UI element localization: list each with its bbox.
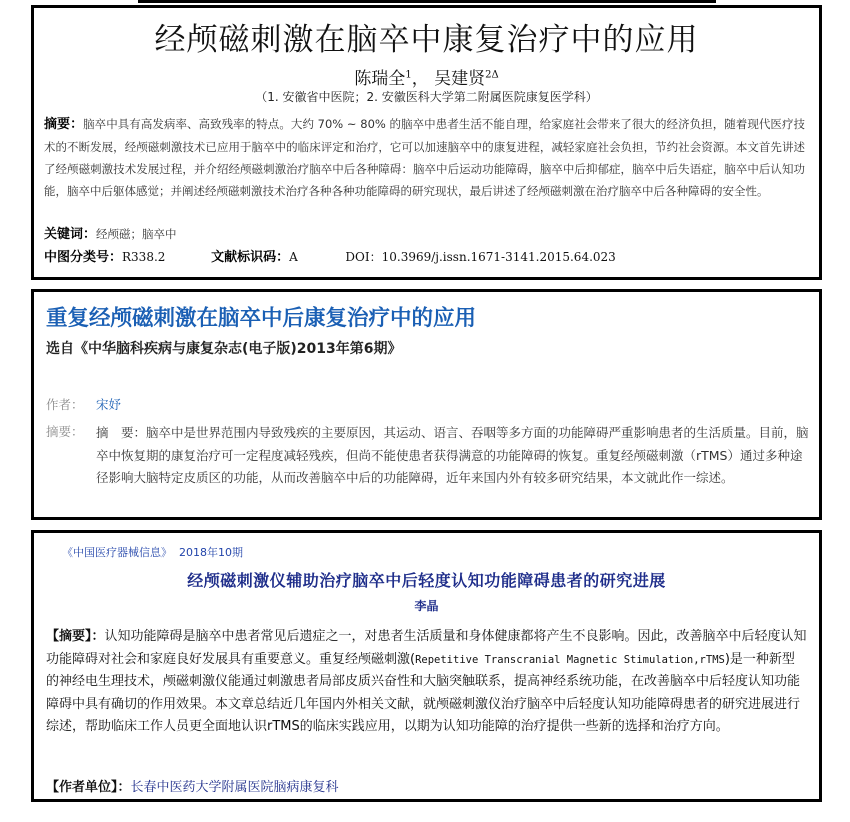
paper-title: 经颅磁刺激仪辅助治疗脑卒中后轻度认知功能障碍患者的研究进展 — [187, 571, 666, 590]
journal-name[interactable]: 《中国医疗器械信息》 — [62, 546, 172, 559]
abstract-label: 摘要： — [46, 424, 84, 439]
paper-source: 选自《中华脑科疾病与康复杂志(电子版)2013年第6期》 — [46, 341, 402, 357]
author-name: 陈瑞全 — [354, 69, 406, 89]
author-affiliation-mark: 1 — [405, 69, 412, 81]
doi-label: DOI： — [345, 250, 382, 264]
author-unit — [46, 776, 339, 795]
author-unit-value[interactable]: 长春中医药大学附属医院脑病康复科 — [130, 780, 339, 795]
paper-keywords — [44, 223, 177, 242]
keywords-text: 经颅磁；脑卒中 — [96, 227, 177, 241]
author-unit-label: 【作者单位】： — [46, 780, 131, 795]
doc-code-value: A — [289, 250, 298, 264]
paper-title-link[interactable]: 重复经颅磁刺激在脑卒中后康复治疗中的应用 — [46, 306, 477, 331]
paper-card-2 — [31, 289, 822, 520]
journal-issue[interactable]: 2018年10期 — [179, 546, 243, 559]
abstract-text: 摘 要：脑卒中是世界范围内导致残疾的主要原因，其运动、语言、吞咽等多方面的功能障碍严重影响患者的生活质量。目前，脑卒中恢复期的康复治疗可一定程度减轻残疾，但尚不能使患者获得满意的功能障碍的恢复。重复经颅磁刺激（rTMS）通过多种途径影响大脑特定皮质区的功能，从而改善脑卒中后的功能障碍，近年来国内外有较多研究结果，本文就此作一综述。 — [96, 425, 809, 485]
paper-abstract — [44, 113, 805, 202]
clc-label: 中图分类号： — [44, 250, 123, 265]
journal-source — [62, 544, 243, 560]
paper-title: 经颅磁刺激在脑卒中康复治疗中的应用 — [154, 22, 699, 58]
doc-code-label: 文献标识码： — [211, 250, 290, 265]
author-name: 吴建贤 — [434, 69, 486, 89]
author-label: 作者： — [46, 397, 84, 412]
abstract-label: 【摘要】： — [46, 629, 105, 644]
paper-card-3 — [31, 530, 822, 802]
doi-value: 10.3969/j.issn.1671-3141.2015.64.023 — [381, 250, 616, 264]
paper-authors: 陈瑞全$^1$， 吴建贤$^{2\Delta}$ — [354, 69, 499, 89]
paper-metadata — [44, 246, 616, 265]
top-divider-line — [138, 0, 716, 3]
keywords-label: 关键词： — [44, 227, 97, 242]
paper-abstract — [46, 626, 807, 739]
abstract-english-term: Repetitive Transcranial Magnetic Stimulation,rTMS — [415, 653, 725, 666]
abstract-label: 摘要： — [44, 117, 84, 132]
abstract-text-2: )是一种新型的神经电生理技术，颅磁刺激仪能通过刺激患者局部皮质兴奋性和大脑突触联系，提高神经系统功能，在改善脑卒中后轻度认知功能障碍中具有确切的作用效果。本文章总结近几年国内外相关文献，就颅磁刺激仪治疗脑卒中后轻度认知功能障碍患者的研究进展进行综述，帮助临床工作人员更全面地认识rTMS的临床实践应用，以期为认知功能障的治疗提供一些新的选择和治疗方向。 — [46, 651, 801, 734]
author-link[interactable]: 宋妤 — [96, 397, 122, 412]
abstract-text-1: 认知功能障碍是脑卒中患者常见后遗症之一，对患者生活质量和身体健康都将产生不良影响。因此，改善脑卒中后轻度认知功能障碍对社会和家庭良好发展具有重要意义。重复经颅磁刺激( — [46, 629, 807, 667]
clc-value: R338.2 — [122, 250, 166, 264]
abstract-text: 脑卒中具有高发病率、高致残率的特点。大约 70% ~ 80% 的脑卒中患者生活不能自理，给家庭社会带来了很大的经济负担，随着现代医疗技术的不断发展，经颅磁刺激技术已应用于脑卒中的临床评定和治疗，它可以加速脑卒中的康复进程，减轻家庭社会负担，节约社会资源。本文首先讲述了经颅磁刺激技术发展过程，并介绍经颅磁刺激治疗脑卒中后各种障碍：脑卒中后运动功能障碍，脑卒中后抑郁症，脑卒中后失语症，脑卒中后认知功能，脑卒中后躯体感觉；并阐述经颅磁刺激技术治疗各种各种功能障碍的研究现状，最后讲述了经颅磁刺激在治疗脑卒中后各种障碍的安全性。 — [44, 117, 805, 198]
paper-card-1 — [31, 5, 822, 280]
author-row — [46, 395, 121, 413]
paper-author[interactable]: 李晶 — [414, 599, 439, 613]
paper-affiliation: （1. 安徽省中医院；2. 安徽医科大学第二附属医院康复医学科） — [255, 90, 598, 104]
author-affiliation-mark: 2Δ — [485, 69, 499, 81]
